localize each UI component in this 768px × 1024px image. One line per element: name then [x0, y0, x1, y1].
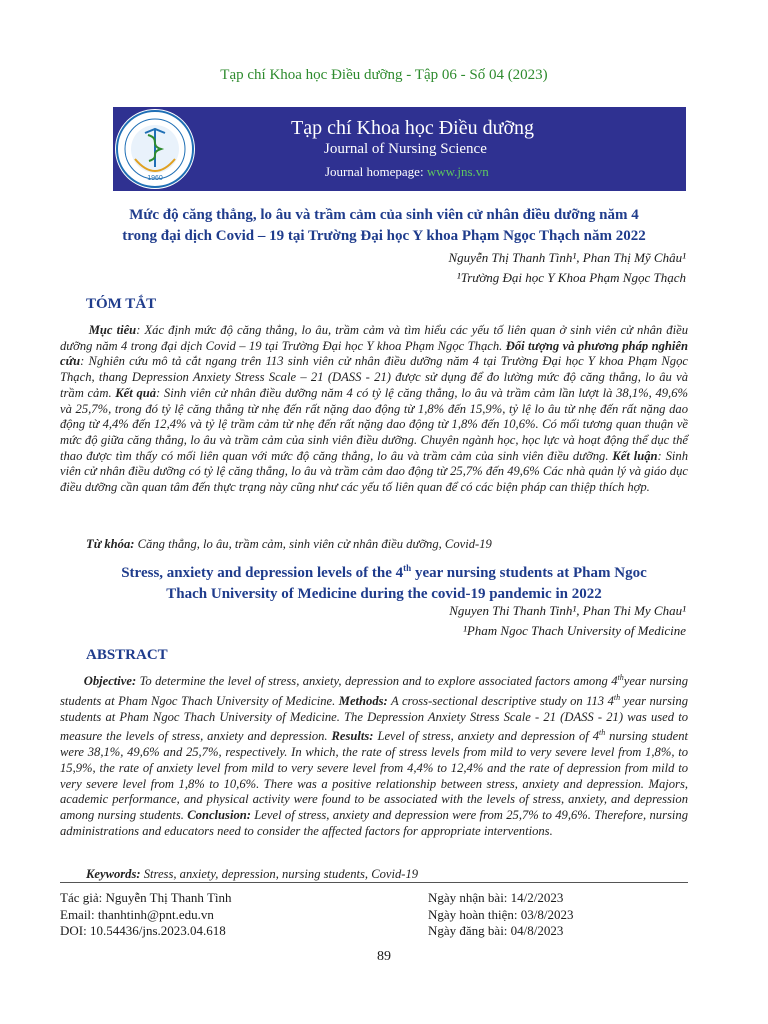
abstract-body-vietnamese — [60, 323, 688, 496]
authors-vietnamese: Nguyễn Thị Thanh Tình¹, Phan Thị Mỹ Châu¹ — [448, 250, 686, 265]
date-published: Ngày đăng bài: 04/8/2023 — [428, 923, 564, 938]
title-en-line-1: Stress, anxiety and depression levels of the 4th year nursing students at Pham Ngoc — [121, 563, 647, 581]
en-objective-text: To determine the level of stress, anxiety, depression and to explore associated factors among 4 — [136, 674, 618, 689]
authors-english: Nguyen Thi Thanh Tinh¹, Phan Thi My Chau¹ — [449, 603, 686, 618]
page-number: 89 — [377, 949, 391, 964]
correspondence-info — [60, 890, 232, 940]
keywords-vietnamese — [86, 537, 492, 552]
keywords-english — [86, 867, 418, 882]
caduceus-logo-icon — [115, 109, 195, 189]
article-dates — [428, 890, 574, 940]
en-methods-label: Methods: — [338, 694, 388, 709]
abstract-heading-english: ABSTRACT — [86, 647, 168, 663]
article-title-vietnamese — [60, 205, 708, 247]
homepage-label: Journal homepage: — [325, 164, 427, 179]
affiliation-vietnamese: ¹Trường Đại học Y Khoa Phạm Ngọc Thạch — [456, 270, 686, 285]
homepage-link[interactable]: www.jns.vn — [426, 164, 489, 179]
en-objective-label: Objective: — [83, 674, 137, 689]
vi-results-text: : Sinh viên cử nhân điều dưỡng năm 4 có tỷ lệ căng thẳng, lo âu và trầm cảm lần lượt là 38,1%, 49,6% và 25,7%, trong đó tỷ lệ căng thẳng từ nhẹ đến rất nặng dao động từ 1,8% đến 15,9%, tỷ lệ lo âu từ nhẹ đến rất nặng dao động từ 4,4% đến 12,4% và tỷ lệ trầm cảm từ nhẹ đến rất nặng dao động từ 1,8% đến 10,6%. Có mối tương quan thuận về mức độ giữa căng thẳng, lo âu và trầm cảm của sinh viên điều dưỡng. Chuyên ngành học, học lực và hoạt động thể dục thể thao được tìm thấy có mối liên quan với mức độ căng thẳng, lo âu và trầm cảm của sinh viên điều dưỡng. — [60, 385, 688, 463]
vi-objective-label: Mục tiêu — [88, 323, 137, 337]
vi-methods-text: : Nghiên cứu mô tả cắt ngang trên 113 sinh viên cử nhân điều dưỡng năm 4 tại Trường Đại học Y khoa Phạm Ngọc Thạch, thang Depression Anxiety Stress Scale – 21 (DASS - 21) được sử dụng để đo lường mức độ căng thẳng, lo âu và trầm cảm. — [60, 354, 688, 400]
vi-methods-label: Đối tượng và phương pháp nghiên cứu — [60, 338, 688, 369]
university-logo — [115, 109, 195, 189]
journal-issue-line: Tạp chí Khoa học Điều dưỡng - Tập 06 - Số 04 (2023) — [220, 67, 548, 83]
svg-text:1960: 1960 — [147, 175, 163, 182]
footer-doi[interactable]: DOI: 10.54436/jns.2023.04.618 — [60, 923, 226, 938]
vi-keywords-label: Từ khóa: — [86, 537, 135, 551]
vi-objective-text: : Xác định mức độ căng thẳng, lo âu, trầm cảm và tìm hiểu các yếu tố liên quan ở sinh viên cử nhân điều dưỡng năm 4 trong đại dịch Covid – 19 tại Trường Đại học Y khoa Phạm Ngọc Thạch. — [60, 323, 688, 353]
date-received: Ngày nhận bài: 14/2/2023 — [428, 890, 564, 905]
vi-keywords-text: Căng thẳng, lo âu, trầm cảm, sinh viên cử nhân điều dưỡng, Covid-19 — [134, 537, 492, 551]
banner-subtitle: Journal of Nursing Science — [324, 141, 487, 157]
footer-divider — [60, 882, 688, 883]
journal-banner — [113, 107, 686, 191]
en-results-label: Results: — [331, 729, 374, 744]
banner-homepage — [325, 164, 489, 180]
title-en-line-2: Thach University of Medicine during the covid-19 pandemic in 2022 — [166, 586, 602, 602]
article-title-english — [60, 558, 708, 605]
title-vi-line-1: Mức độ căng thẳng, lo âu và trầm cảm của sinh viên cử nhân điều dưỡng năm 4 — [129, 207, 639, 223]
vi-conclusion-label: Kết luận — [612, 448, 658, 463]
title-vi-line-2: trong đại dịch Covid – 19 tại Trường Đại học Y khoa Phạm Ngọc Thạch năm 2022 — [122, 228, 646, 244]
en-conclusion-text: Level of stress, anxiety and depression were from 25,7% to 49,6%. Therefore, nursing administrations and educators need to consider the affected factors for appropriate interventions. — [60, 808, 688, 838]
abstract-heading-vietnamese: TÓM TẮT — [86, 296, 157, 312]
en-results-text: Level of stress, anxiety and depression of 4 — [373, 729, 599, 744]
date-revised: Ngày hoàn thiện: 03/8/2023 — [428, 906, 574, 922]
en-keywords-label: Keywords: — [86, 867, 141, 881]
vi-results-label: Kết quả — [115, 385, 157, 400]
banner-title: Tạp chí Khoa học Điều dưỡng — [291, 117, 535, 139]
affiliation-english: ¹Pham Ngoc Thach University of Medicine — [462, 623, 686, 638]
abstract-body-english: Objective: To determine the level of stress, anxiety, depression and to explore associated factors among 4thyear nursing students at Pham Ngoc Thach University of Medicine. Methods: A cross-sectional descriptive study on 113 4th year nursing students at Pham Ngoc Thach University of Medicine. The Depression Anxiety Stress Scale - 21 (DASS - 21) was used to measure the levels of stress, anxiety and depression. Results: Level of stress, anxiety and depression of 4th nursing student were 38,1%, 49,6% and 25,7%, respectively. In which, the rate of stress levels from mild to very severe level from 1,8%, to 15,9%, the rate of anxiety level from mild to very severe level from 4,4% to 12,4% and the rate of depression from mild to very severe level from 1,8% to 10,6%. There was a positive relationship between stress, anxiety and depression. Majors, academic performance, and physical activity were found to be associated with the levels of stress, anxiety, and depression among nursing students. Conclusion: Level of stress, anxiety and depression were from 25,7% to 49,6%. Therefore, nursing administrations and educators need to consider the affected factors for appropriate interventions. — [60, 673, 688, 838]
en-methods-text: A cross-sectional descriptive study on 113 4 — [387, 694, 614, 709]
footer-author: Tác giả: Nguyễn Thị Thanh Tình — [60, 890, 232, 905]
en-keywords-text: Stress, anxiety, depression, nursing students, Covid-19 — [140, 867, 419, 881]
vi-conclusion-text: : Sinh viên cử nhân điều dưỡng có tỷ lệ căng thẳng, lo âu và trầm cảm dao động từ 25,7% đến 49,6% Các nhà quản lý và giáo dục điều dưỡng cần quan tâm đến thực trạng này cũng như các yếu tố liên quan để có các biện pháp can thiệp thích hợp. — [60, 448, 688, 495]
en-conclusion-label: Conclusion: — [187, 808, 251, 823]
footer-email[interactable]: Email: thanhtinh@pnt.edu.vn — [60, 906, 214, 922]
